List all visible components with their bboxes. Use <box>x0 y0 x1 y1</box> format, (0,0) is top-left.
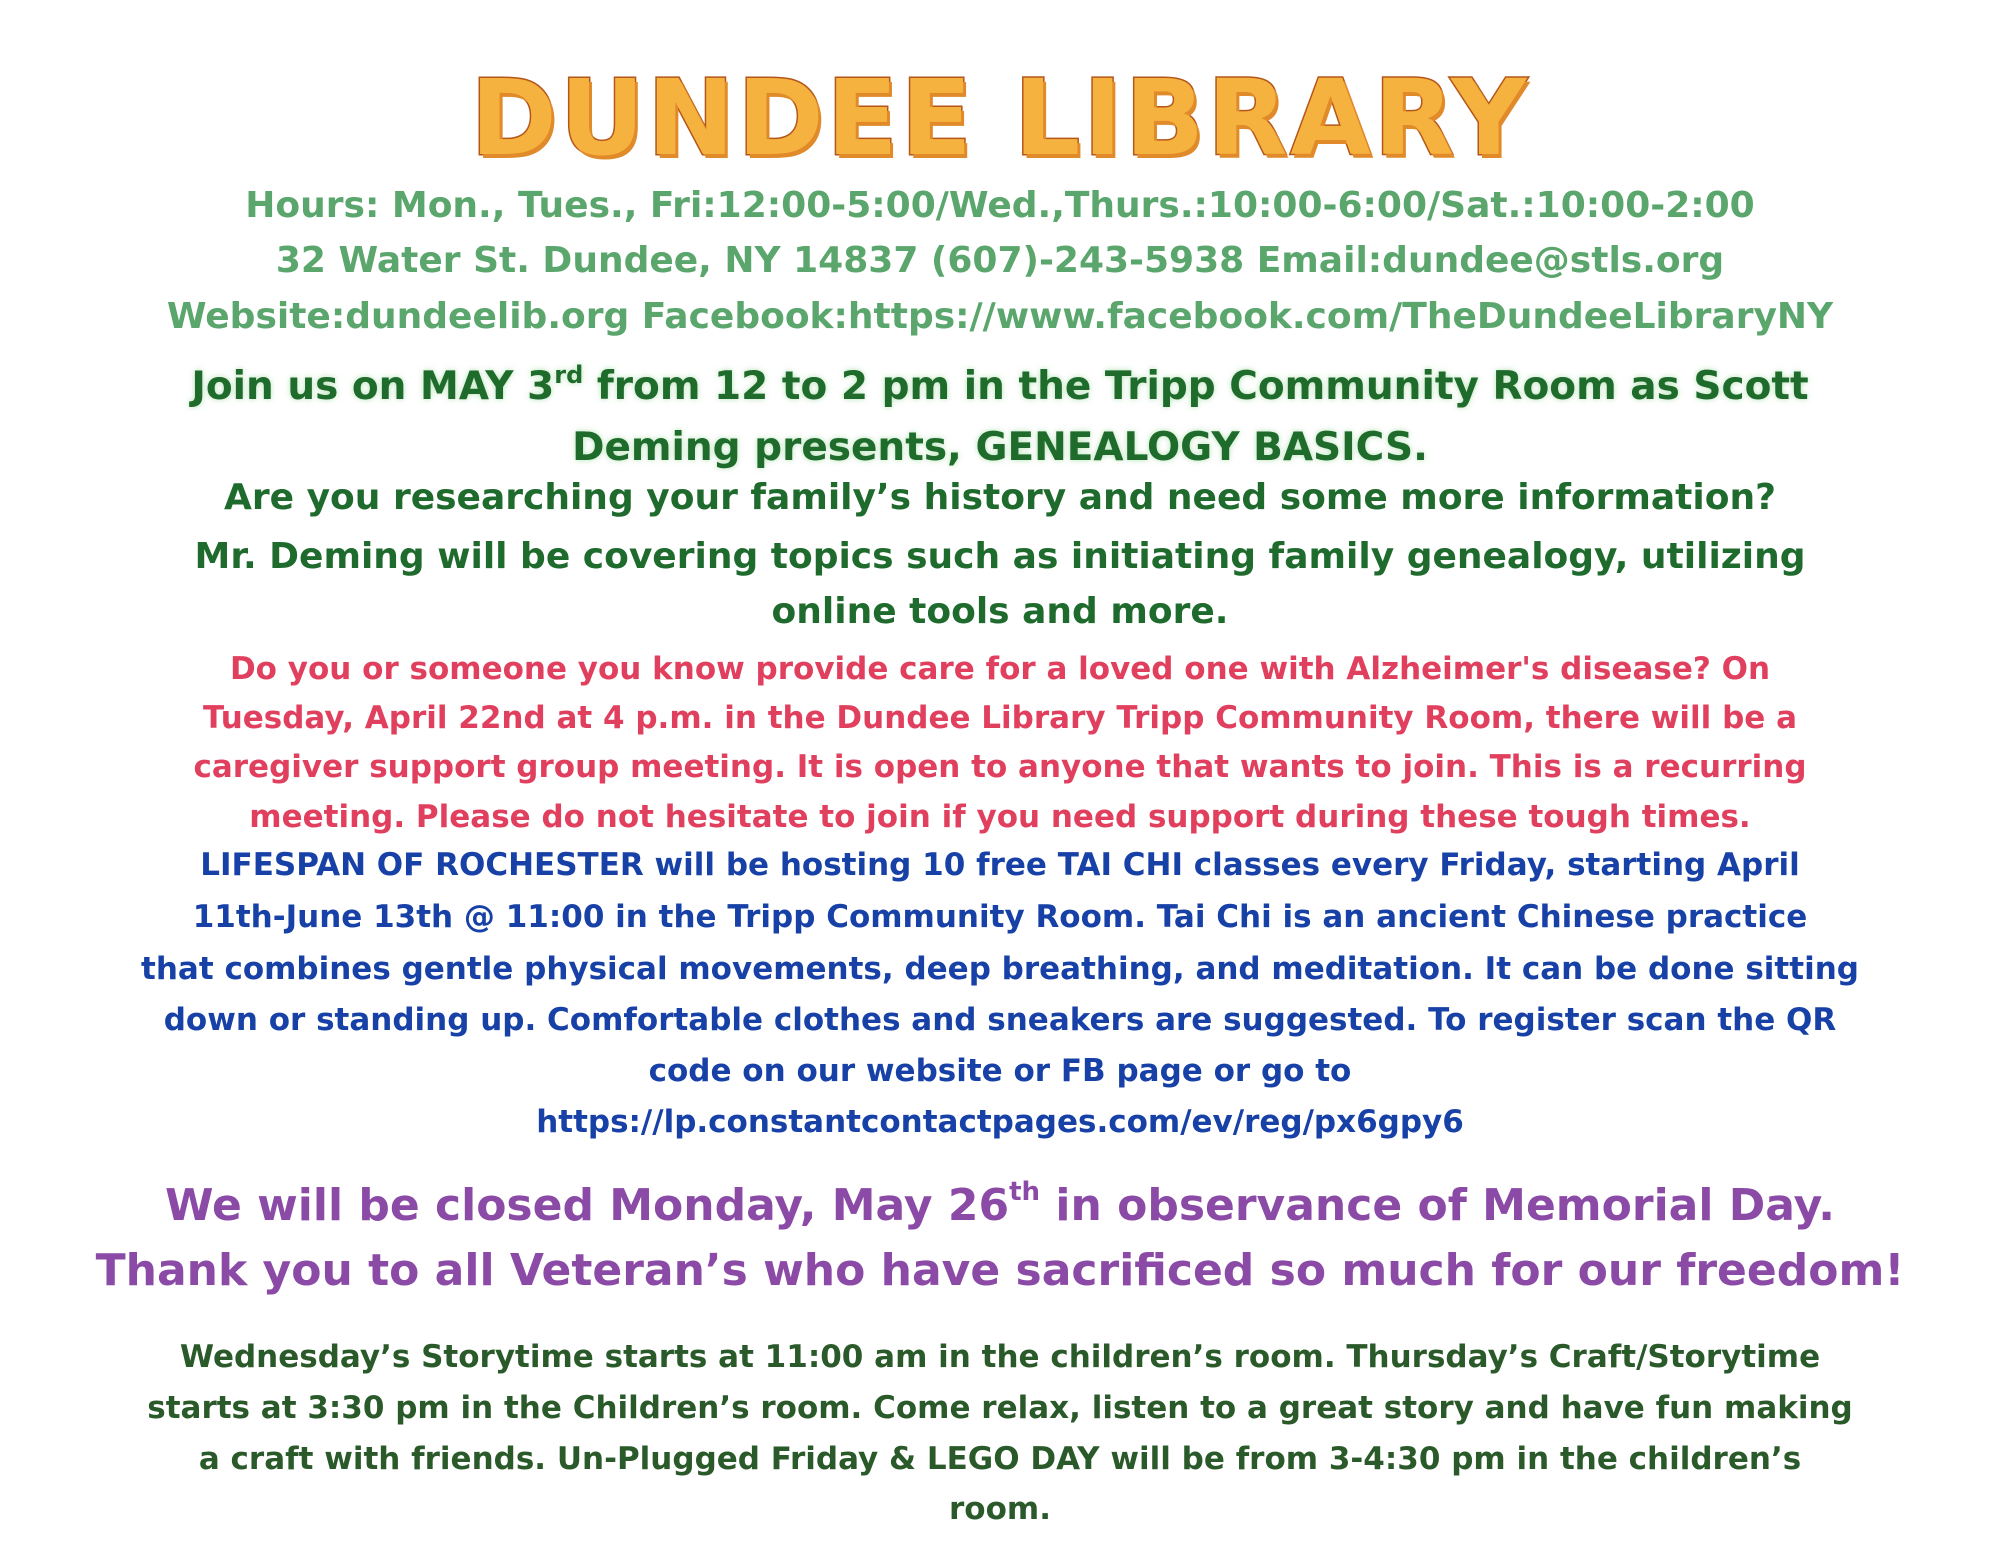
alzheimers-line4: meeting. Please do not hesitate to join if you need support during these tough times. <box>249 799 1751 835</box>
address-line: 32 Water St. Dundee, NY 14837 (607)-243-5938 Email:dundee@stls.org <box>275 240 1725 281</box>
storytime-line4: room. <box>949 1491 1051 1527</box>
closed-line1 <box>0 1175 2000 1237</box>
research-line3: online tools and more. <box>771 591 1229 632</box>
hours-line: Hours: Mon., Tues., Fri:12:00-5:00/Wed.,Thurs.:10:00-6:00/Sat.:10:00-2:00 <box>245 185 1755 226</box>
taichi-line3: that combines gentle physical movements, deep breathing, and meditation. It can be done sitting <box>141 951 1859 987</box>
closed-date-suffix: th <box>1009 1177 1041 1207</box>
closed-text-post: in observance of Memorial Day. <box>1040 1180 1835 1231</box>
genealogy-text-pre: Join us on MAY 3 <box>191 364 555 409</box>
genealogy-date-suffix: rd <box>554 361 584 389</box>
closed-line2: Thank you to all Veteran’s who have sacrificed so much for our freedom! <box>95 1245 1905 1296</box>
research-line2: Mr. Deming will be covering topics such as initiating family genealogy, utilizing <box>194 536 1806 577</box>
taichi-line5: code on our website or FB page or go to <box>648 1053 1352 1089</box>
genealogy-headline-line2: Deming presents, GENEALOGY BASICS. <box>572 425 1428 470</box>
storytime-line3: a craft with friends. Un-Plugged Friday & LEGO DAY will be from 3-4:30 pm in the children’s <box>198 1441 1802 1477</box>
research-line1: Are you researching your family’s history and need some more information? <box>224 477 1776 518</box>
storytime-line2: starts at 3:30 pm in the Children’s room. Come relax, listen to a great story and have fun making <box>147 1390 1853 1426</box>
alzheimers-line3: caregiver support group meeting. It is open to anyone that wants to join. This is a recurring <box>193 749 1807 785</box>
genealogy-headline-line1 <box>0 360 2000 414</box>
taichi-line1: LIFESPAN OF ROCHESTER will be hosting 10 free TAI CHI classes every Friday, starting April <box>200 847 1800 883</box>
taichi-line4: down or standing up. Comfortable clothes and sneakers are suggested. To register scan the QR <box>163 1002 1837 1038</box>
web-line: Website:dundeelib.org Facebook:https://www.facebook.com/TheDundeeLibraryNY <box>166 296 1834 337</box>
taichi-register-link: https://lp.constantcontactpages.com/ev/reg/px6gpy6 <box>536 1104 1464 1140</box>
alzheimers-line2: Tuesday, April 22nd at 4 p.m. in the Dundee Library Tripp Community Room, there will be a <box>202 700 1798 736</box>
library-title: DUNDEE LIBRARY <box>470 57 1530 179</box>
taichi-line2: 11th-June 13th @ 11:00 in the Tripp Community Room. Tai Chi is an ancient Chinese practice <box>192 899 1808 935</box>
genealogy-text-post: from 12 to 2 pm in the Tripp Community Room as Scott <box>583 364 1809 409</box>
storytime-line1: Wednesday’s Storytime starts at 11:00 am in the children’s room. Thursday’s Craft/Storytime <box>179 1339 1821 1375</box>
closed-text-pre: We will be closed Monday, May 26 <box>165 1180 1010 1231</box>
alzheimers-line1: Do you or someone you know provide care for a loved one with Alzheimer's disease? On <box>229 651 1771 687</box>
